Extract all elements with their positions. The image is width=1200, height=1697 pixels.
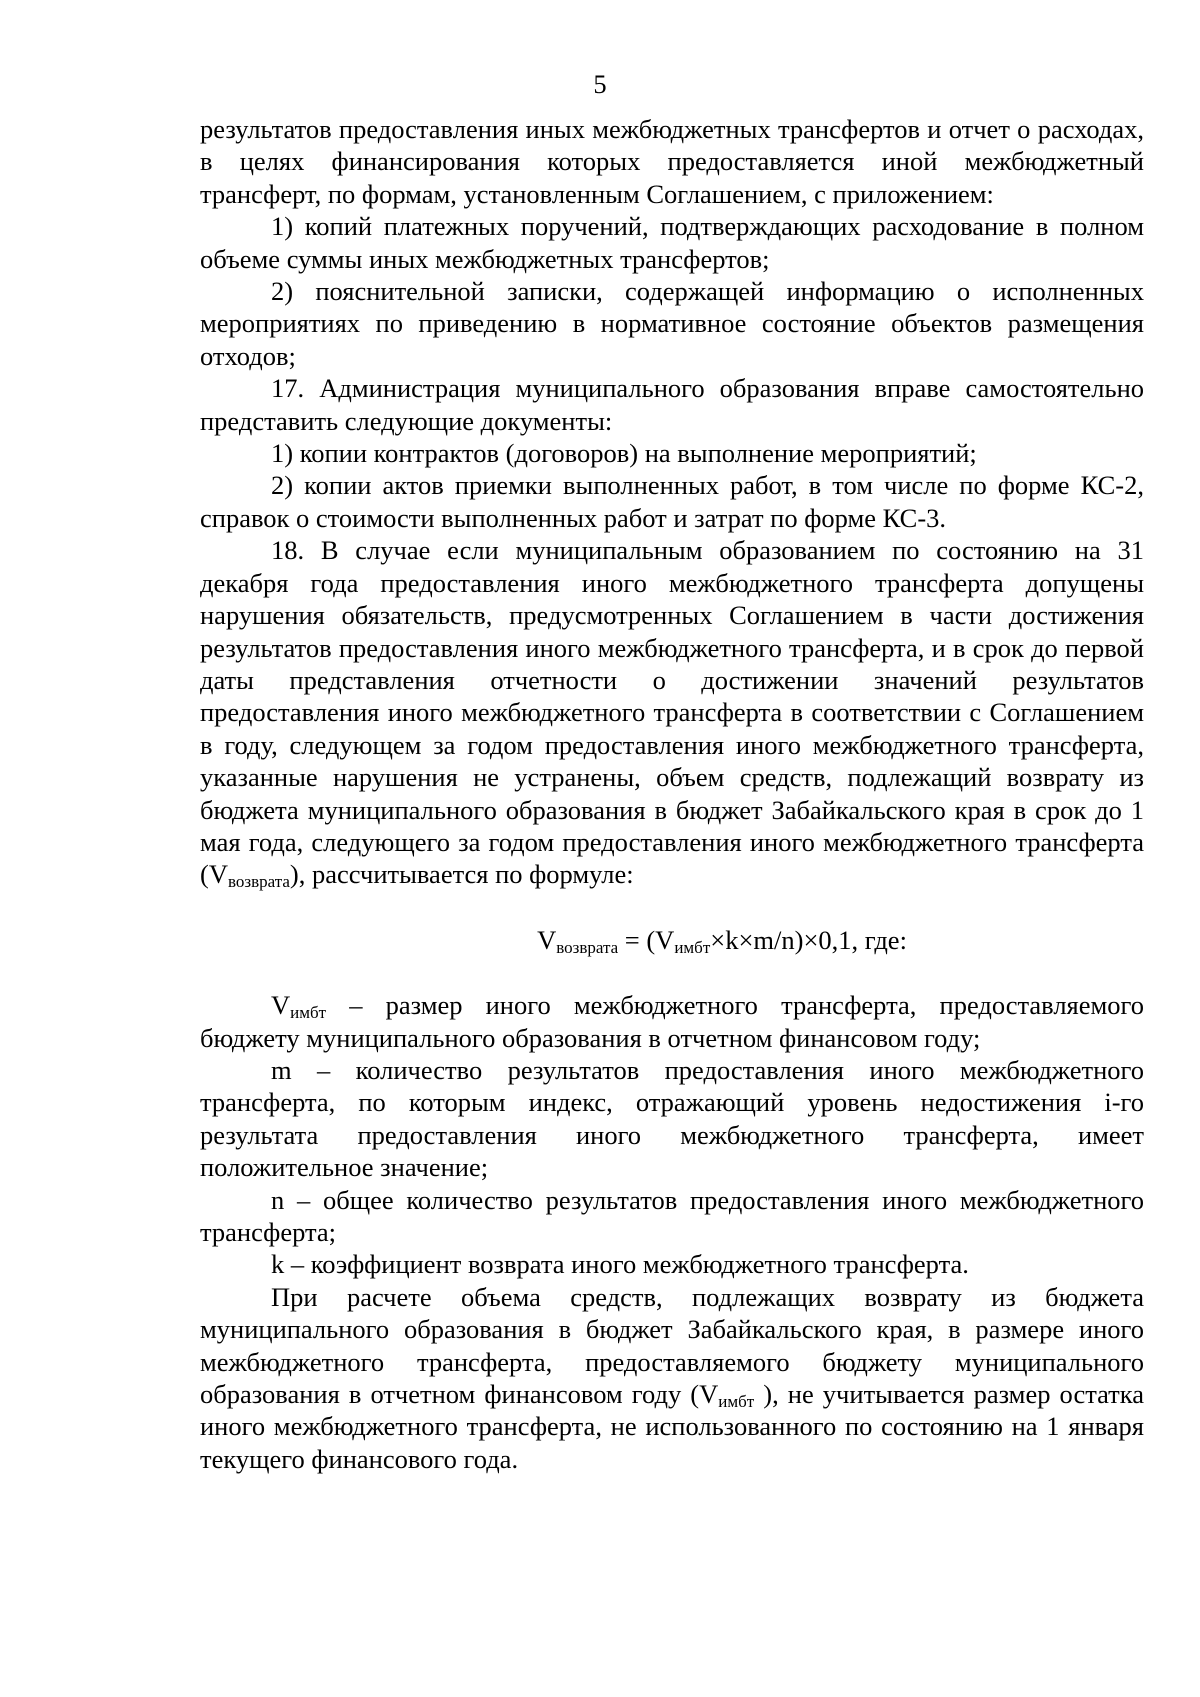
definition-v-subscript: имбт (290, 1003, 327, 1023)
definition-k: k – коэффициент возврата иного межбюджетного трансферта. (271, 1249, 969, 1280)
formula-lhs-subscript: возврата (556, 937, 619, 957)
calculation-note (200, 1281, 1144, 1475)
formula-lhs: V (537, 924, 557, 955)
formula-eq-open: = (V (618, 924, 675, 955)
calculation-note-text: При расчете объема средств, подлежащих возврату из бюджета муниципального образования в бюджет Забайкальского края, в размере иного межбюджетного трансферта, предоставляемого бюджету муниципального образования в отчетном финансовом году (V (200, 1281, 1144, 1410)
calculation-note-end: ), не учитывается размер остатка иного межбюджетного трансферта, не использованного по состоянию на 1 января текущего финансового года. (200, 1379, 1144, 1474)
document-body (200, 113, 1144, 1475)
clause-18 (200, 534, 1144, 890)
clause-17: 17. Администрация муниципального образования вправе самостоятельно представить следующие документы: (200, 373, 1144, 436)
list-item-explanatory-note: 2) пояснительной записки, содержащей информацию о исполненных мероприятиях по приведению в нормативное состояние объектов размещения отходов; (200, 276, 1144, 371)
clause-18-text: 18. В случае если муниципальным образованием по состоянию на 31 декабря года предоставления иного межбюджетного трансферта допущены нарушения обязательств, предусмотренных Соглашением в части достижения результатов предоставления иного межбюджетного трансферта, и в срок до первой даты представления отчетности о достижении значений результатов предоставления иного межбюджетного трансферта в соответствии с Соглашением в году, следующем за годом предоставления иного межбюджетного трансферта, указанные нарушения не устранены, объем средств, подлежащий возврату из бюджета муниципального образования в бюджет Забайкальского края в срок до 1 мая года, следующего за годом предоставления иного межбюджетного трансферта (V (200, 535, 1144, 890)
definition-v-text: – размер иного межбюджетного трансферта, предоставляемого бюджету муниципального образования в отчетном финансовом году; (200, 990, 1144, 1053)
list-item-acts: 2) копии актов приемки выполненных работ, в том числе по форме КС-2, справок о стоимости выполненных работ и затрат по форме КС-3. (200, 470, 1144, 533)
calculation-note-subscript: имбт (718, 1392, 755, 1412)
paragraph-continuation: результатов предоставления иных межбюджетных трансфертов и отчет о расходах, в целях финансирования которых предоставляется иной межбюджетный трансферт, по формам, установленным Соглашением, с приложением: (200, 114, 1144, 209)
formula-rest: ×k×m/n)×0,1, где: (710, 924, 907, 955)
list-item-payment-orders: 1) копий платежных поручений, подтверждающих расходование в полном объеме суммы иных межбюджетных трансфертов; (200, 211, 1144, 274)
definition-n: n – общее количество результатов предоставления иного межбюджетного трансферта; (200, 1184, 1144, 1247)
definition-v-imbt (200, 989, 1144, 1054)
return-formula (200, 924, 1144, 956)
definition-v-var: V (271, 990, 291, 1021)
clause-18-subscript: возврата (227, 872, 290, 892)
definition-m: m – количество результатов предоставления иного межбюджетного трансферта, по которым индекс, отражающий уровень недостижения i-го результата предоставления иного межбюджетного трансферта, имеет положительное значение; (200, 1054, 1144, 1183)
page-number: 5 (593, 69, 607, 99)
list-item-contracts: 1) копии контрактов (договоров) на выполнение мероприятий; (271, 438, 977, 469)
formula-v-subscript: имбт (674, 937, 711, 957)
clause-18-end: ), рассчитывается по формуле: (289, 859, 634, 890)
